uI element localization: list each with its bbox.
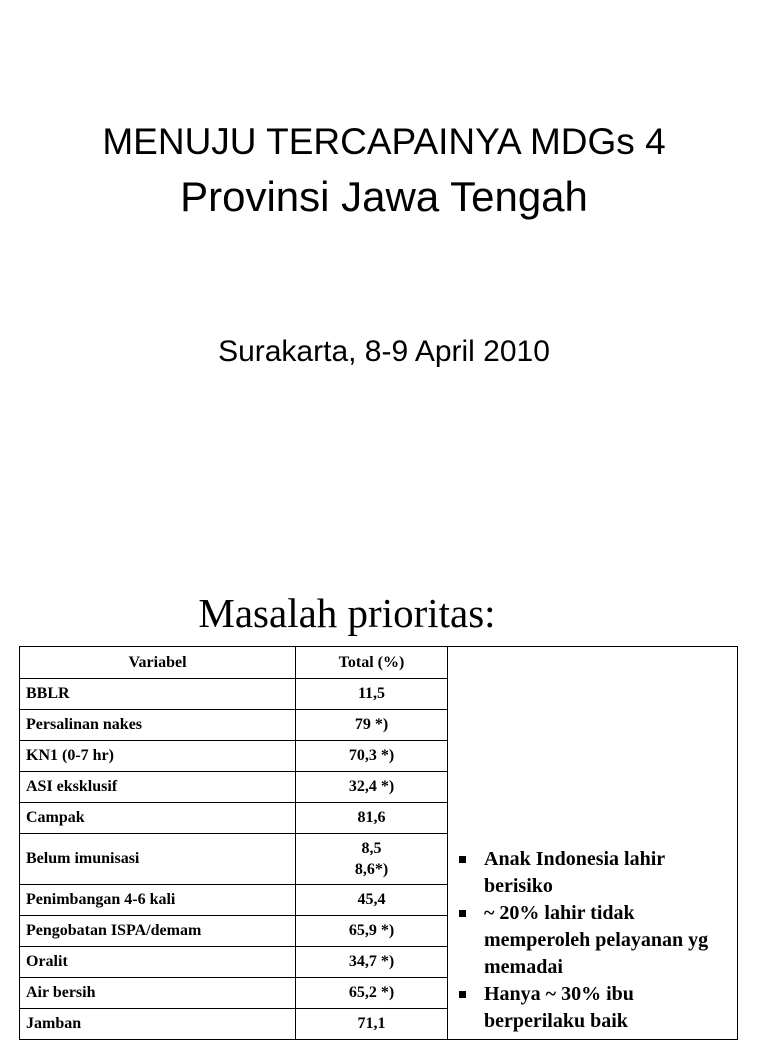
slide-title: MENUJU TERCAPAINYA MDGs 4 [102,121,666,162]
variable-total: 11,5 [296,679,448,710]
slide-title-province: Provinsi Jawa Tengah [180,173,588,220]
bullet-text: ~ 20% lahir tidak memperoleh pelayanan yg memadai [484,902,709,978]
variable-name: Belum imunisasi [20,834,296,885]
variable-name: Pengobatan ISPA/demam [20,916,296,947]
variable-total: 34,7 *) [296,947,448,978]
variable-total-value-alt: 8,6*) [354,861,389,878]
bullet-item [456,846,732,900]
variable-total: 45,4 [296,885,448,916]
variable-total: 65,2 *) [296,978,448,1009]
variable-name: KN1 (0-7 hr) [20,741,296,772]
variable-total: 32,4 *) [296,772,448,803]
variable-name: Persalinan nakes [20,710,296,741]
bullet-item [456,981,732,1035]
variable-name: Oralit [20,947,296,978]
variable-name: Penimbangan 4-6 kali [20,885,296,916]
variable-total [296,834,448,885]
variable-total: 71,1 [296,1009,448,1040]
variable-total: 65,9 *) [296,916,448,947]
priority-table [19,646,738,1040]
variable-total: 81,6 [296,803,448,834]
summary-bullet-list [456,846,732,1035]
bullet-item [456,900,732,981]
slide-subtitle-date: Surakarta, 8-9 April 2010 [218,335,550,368]
variable-total-value: 8,5 [361,840,382,857]
variable-name: Air bersih [20,978,296,1009]
bullet-text: Hanya ~ 30% ibu berperilaku baik [484,983,634,1032]
square-bullet-icon [459,856,466,863]
priority-table-container [19,646,737,1040]
column-header-total: Total (%) [296,647,448,679]
column-header-variabel: Variabel [20,647,296,679]
summary-cell [448,647,738,1040]
priority-heading: Masalah prioritas: [198,590,496,636]
variable-name: BBLR [20,679,296,710]
variable-total: 79 *) [296,710,448,741]
variable-name: Jamban [20,1009,296,1040]
variable-name: ASI eksklusif [20,772,296,803]
variable-name: Campak [20,803,296,834]
square-bullet-icon [459,910,466,917]
table-header-row [20,647,738,679]
bullet-text: Anak Indonesia lahir berisiko [484,848,665,897]
variable-total: 70,3 *) [296,741,448,772]
variable-total-lines [355,838,388,880]
square-bullet-icon [459,991,466,998]
